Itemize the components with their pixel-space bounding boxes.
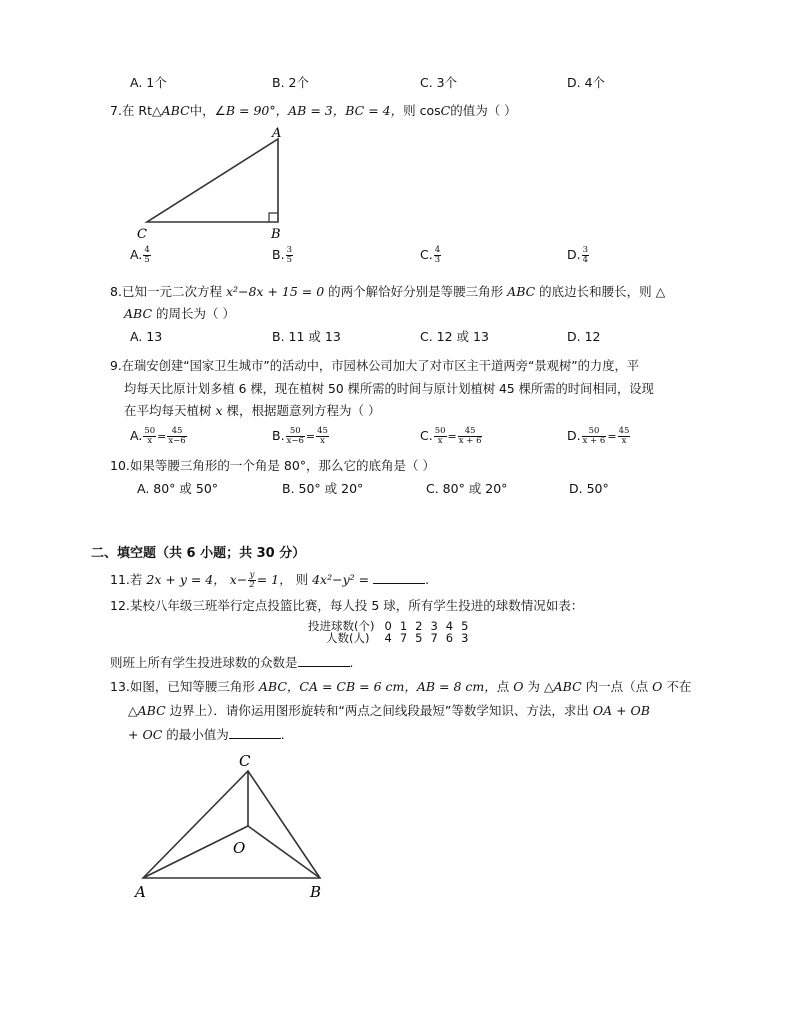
q8-option-a: A. 13 xyxy=(130,329,163,344)
q8-option-b: B. 11 或 13 xyxy=(272,329,341,344)
q7-stem: 7.在 Rt△ABC中，∠B = 90°，AB = 3，BC = 4，则 cosC的值为（ ） xyxy=(110,103,517,118)
q13-stem-line1: 13.如图，已知等腰三角形 ABC，CA = CB = 6 cm，AB = 8 cm，点 O 为 △ABC 内一点（点 O 不在 xyxy=(110,679,692,694)
q7-label-a: A xyxy=(272,126,282,141)
q12-answer-blank[interactable] xyxy=(298,654,350,667)
q10-option-a: A. 80° 或 50° xyxy=(137,481,219,496)
q12-question: 则班上所有学生投进球数的众数是 . xyxy=(110,655,354,670)
q9-option-c: C. $\frac{50}{x}$ = $\frac{45}{x + 6}$ xyxy=(420,426,482,446)
q13-label-a: A xyxy=(135,883,146,901)
q13-answer-blank[interactable] xyxy=(229,726,281,739)
table-cell: 4 xyxy=(384,631,392,645)
q13-stem-line2: △ABC 边界上）．请你运用图形旋转和“两点之间线段最短”等数学知识、方法，求出 OA + OB xyxy=(128,703,650,718)
q8-stem-line2: ABC 的周长为（ ） xyxy=(124,306,235,321)
q9-stem-line3: 在平均每天植树 x 棵，根据题意列方程为（ ） xyxy=(124,403,381,418)
table-cell: 3 xyxy=(430,619,438,633)
q10-option-c: C. 80° 或 20° xyxy=(426,481,508,496)
table-cell: 3 xyxy=(461,631,469,645)
q6-option-d: D. 4个 xyxy=(567,75,606,90)
table-row-label: 人数(人) xyxy=(326,631,370,645)
table-cell: 7 xyxy=(399,631,408,645)
q8-option-d: D. 12 xyxy=(567,329,601,344)
q11-answer-blank[interactable] xyxy=(373,571,425,584)
table-cell: 5 xyxy=(461,619,469,633)
q13-triangle xyxy=(143,771,320,878)
q9-option-a: A. $\frac{50}{x}$ = $\frac{45}{x-6}$ xyxy=(130,426,186,446)
q11-stem: 11.若 2x + y = 4， x− $\frac{y}{2}$ = 1， 则 4x²−y² = . xyxy=(110,570,430,590)
q10-option-d: D. 50° xyxy=(569,481,609,496)
q7-option-c: C. $\frac{4}{3}$ xyxy=(420,245,441,265)
q8-stem-line1: 8.已知一元二次方程 x²−8x + 15 = 0 的两个解恰好分别是等腰三角形 ABC 的底边长和腰长，则 △ xyxy=(110,284,666,299)
table-row-label: 投进球数(个) xyxy=(308,619,375,633)
q13-segment-ob xyxy=(248,826,320,878)
q7-right-triangle-figure xyxy=(135,124,295,242)
q7-triangle xyxy=(147,139,278,222)
table-cell: 1 xyxy=(399,619,408,633)
q9-option-d: D. $\frac{50}{x + 6}$ = $\frac{45}{x}$ xyxy=(567,426,630,446)
q9-option-b: B. $\frac{50}{x-6}$ = $\frac{45}{x}$ xyxy=(272,426,328,446)
table-cell: 0 xyxy=(384,619,392,633)
q13-triangle-figure xyxy=(128,746,343,910)
q7-label-c: C xyxy=(137,227,147,242)
table-cell: 5 xyxy=(415,631,423,645)
q6-option-b: B. 2个 xyxy=(272,75,309,90)
table-cell: 2 xyxy=(415,619,423,633)
q13-stem-line3: + OC 的最小值为 . xyxy=(128,727,285,742)
q7-option-b: B. $\frac{3}{5}$ xyxy=(272,245,292,265)
section-heading-fill-in: 二、填空题（共 6 小题；共 30 分） xyxy=(91,546,306,561)
table-cell: 7 xyxy=(430,631,438,645)
q6-option-a: A. 1个 xyxy=(130,75,167,90)
q7-option-a: A. $\frac{4}{5}$ xyxy=(130,245,150,265)
q8-option-c: C. 12 或 13 xyxy=(420,329,489,344)
q9-stem-line2: 均每天比原计划多植 6 棵，现在植树 50 棵所需的时间与原计划植树 45 棵所需的时间相同，设现 xyxy=(124,382,654,396)
q13-label-o: O xyxy=(233,839,246,857)
q7-right-angle-mark xyxy=(269,213,278,222)
q7-label-b: B xyxy=(271,227,281,242)
table-cell: 6 xyxy=(445,631,454,645)
table-row xyxy=(304,632,472,644)
q12-stem: 12.某校八年级三班举行定点投篮比赛，每人投 5 球，所有学生投进的球数情况如表： xyxy=(110,598,584,613)
q12-score-table xyxy=(304,620,472,644)
q13-label-c: C xyxy=(239,752,251,770)
q13-label-b: B xyxy=(310,883,322,901)
q10-stem: 10.如果等腰三角形的一个角是 80°，那么它的底角是（ ） xyxy=(110,458,435,473)
q7-option-d: D. $\frac{3}{4}$ xyxy=(567,245,589,265)
q6-option-c: C. 3个 xyxy=(420,75,458,90)
table-cell: 4 xyxy=(445,619,454,633)
q9-stem-line1: 9.在瑞安创建“国家卫生城市”的活动中，市园林公司加大了对市区主干道两旁“景观树”的力度，平 xyxy=(110,359,640,373)
q10-option-b: B. 50° 或 20° xyxy=(282,481,364,496)
